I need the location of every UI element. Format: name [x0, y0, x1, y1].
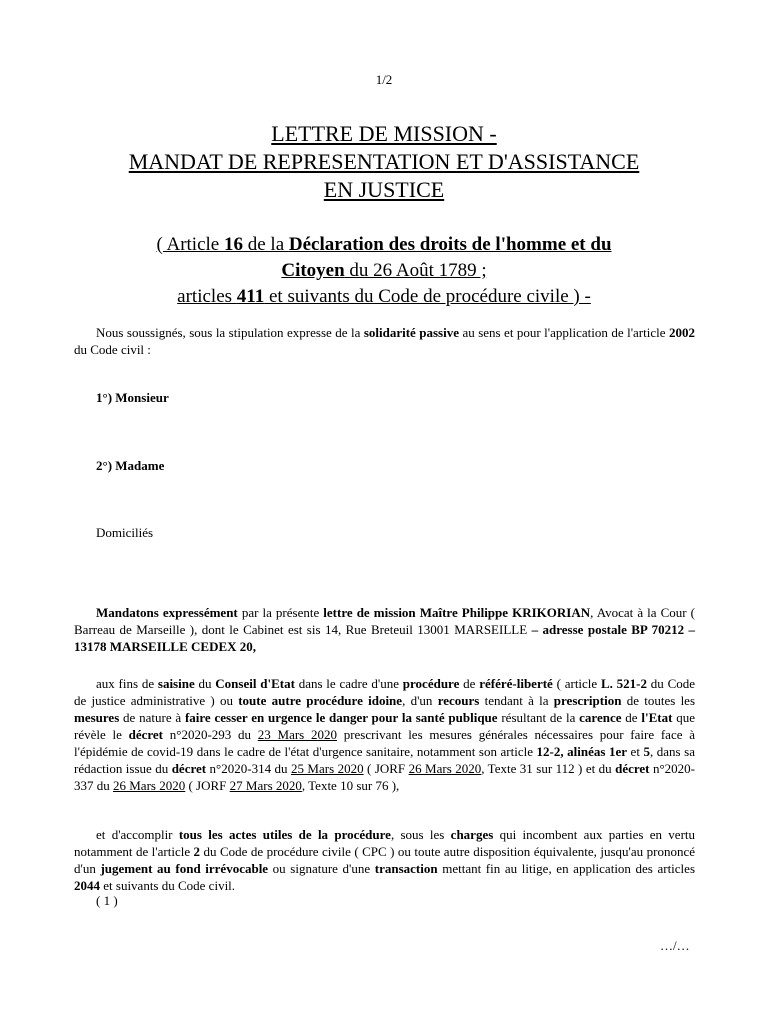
bold-text: procédure	[402, 676, 460, 691]
bold-text: toute autre procédure idoine	[238, 693, 403, 708]
text-run: , d'un	[402, 693, 438, 708]
text-run: n°2020-337 du	[74, 761, 695, 793]
bold-text: Citoyen	[281, 260, 345, 281]
text-run: par la présente	[237, 605, 324, 620]
acts-paragraph	[74, 826, 695, 894]
bold-text: charges	[450, 827, 494, 842]
subtitle-line	[90, 284, 678, 310]
text-run: aux fins de	[96, 676, 158, 691]
bold-text: Conseil d'Etat	[215, 676, 295, 691]
bold-text: Mandatons expressément	[96, 605, 238, 620]
text-run: n°2020-293 du	[163, 727, 258, 742]
bold-text: faire cesser en urgence le danger pour la santé publique	[184, 710, 498, 725]
text-run: de nature à	[119, 710, 185, 725]
text-run: mettant fin au litige, en application des articles	[437, 861, 696, 876]
text-run: ( Article	[156, 234, 224, 255]
purpose-paragraph	[74, 675, 695, 794]
text-run: , Texte 31 sur 112 ) et du	[481, 761, 616, 776]
title-line-3: EN JUSTICE	[323, 177, 445, 202]
page-number: 1/2	[375, 72, 393, 87]
bold-text: transaction	[374, 861, 438, 876]
bold-text: 2044	[74, 878, 100, 893]
bold-text: – adresse postale BP 70212 – 13178 MARSEILLE CEDEX 20,	[74, 622, 695, 654]
text-run: ( JORF	[363, 761, 409, 776]
bold-text: L. 521-2	[600, 676, 648, 691]
text-run: et	[627, 744, 644, 759]
text-run: du Code de justice administrative ) ou	[74, 676, 696, 708]
underlined-text: 26 Mars 2020	[408, 761, 482, 776]
text-run: n°2020-314 du	[206, 761, 291, 776]
text-run: et suivants du Code de procédure civile ) -	[264, 286, 591, 307]
bold-text: tous les actes utiles de la procédure	[178, 827, 391, 842]
text-run: , Texte 10 sur 76 ),	[301, 778, 400, 793]
text-run: du Code de procédure civile ( CPC ) ou toute autre disposition équivalente, jusqu'au prononcé d'un	[74, 844, 695, 876]
bold-text: jugement au fond irrévocable	[100, 861, 269, 876]
text-run: et d'accomplir	[96, 827, 179, 842]
text-run: , sous les	[390, 827, 451, 842]
subtitle-line	[90, 258, 678, 284]
party-2-label: 2°) Madame	[96, 458, 165, 473]
bold-text: référé-liberté	[479, 676, 553, 691]
text-run: Nous soussignés, sous la stipulation expresse de la	[96, 325, 364, 340]
bold-text: décret	[128, 727, 164, 742]
bold-text: recours	[437, 693, 480, 708]
text-run: ( JORF	[185, 778, 230, 793]
bold-text: décret	[615, 761, 650, 776]
text-run: ( article	[552, 676, 601, 691]
text-run: articles	[177, 286, 237, 307]
bold-text: 411	[236, 286, 265, 307]
text-run: résultant de la	[497, 710, 580, 725]
title-line-1: LETTRE DE MISSION -	[271, 121, 497, 146]
bold-text: solidarité passive	[363, 325, 459, 340]
continuation-mark: …/…	[660, 938, 690, 953]
bold-text: saisine	[157, 676, 195, 691]
title-line-2: MANDAT DE REPRESENTATION ET D'ASSISTANCE	[128, 149, 640, 174]
bold-text: 16	[223, 234, 243, 255]
mandate-paragraph	[74, 604, 695, 655]
underlined-text: 23 Mars 2020	[257, 727, 337, 742]
underlined-text: 27 Mars 2020	[229, 778, 302, 793]
bold-text: prescription	[553, 693, 622, 708]
text-run: de	[459, 676, 480, 691]
bold-text: 2	[193, 844, 201, 859]
bold-text: l'Etat	[641, 710, 673, 725]
text-run: du 26 Août 1789 ;	[344, 260, 487, 281]
text-run: au sens et pour l'application de l'article	[459, 325, 669, 340]
text-run: du Code civil :	[74, 342, 151, 357]
text-run: du	[194, 676, 216, 691]
text-run: qui incombent aux parties en vertu notamment de l'article	[74, 827, 696, 859]
underlined-text: 25 Mars 2020	[290, 761, 364, 776]
text-run: et suivants du Code civil.	[100, 878, 236, 893]
text-run: dans le cadre d'une	[294, 676, 403, 691]
document-subtitle	[90, 232, 678, 310]
document-title	[90, 120, 678, 204]
bold-text: 2002	[668, 325, 695, 340]
bold-text: lettre de mission Maître Philippe KRIKORIAN	[323, 605, 591, 620]
bold-text: décret	[171, 761, 207, 776]
domicile-label: Domiciliés	[96, 525, 154, 540]
note-marker: ( 1 )	[96, 893, 118, 908]
text-run: , Avocat à la Cour ( Barreau de Marseille ), dont le Cabinet est sis 14, Rue Breteuil 13001 MARSEILLE	[74, 605, 695, 637]
intro-paragraph	[74, 324, 695, 358]
bold-text: 5	[643, 744, 650, 759]
bold-text: 12-2, alinéas 1er	[536, 744, 628, 759]
bold-text: mesures	[74, 710, 120, 725]
text-run: prescrivant les mesures générales nécessaires pour faire face à l'épidémie de covid-19 dans le cadre de l'état d'urgence sanitaire, notamment son article	[74, 727, 696, 759]
text-run: de toutes les	[621, 693, 696, 708]
text-run: , dans sa rédaction issue du	[74, 744, 695, 776]
underlined-text: 26 Mars 2020	[113, 778, 186, 793]
text-run: ou signature d'une	[268, 861, 375, 876]
party-1-label: 1°) Monsieur	[96, 390, 169, 405]
text-run: de la	[242, 234, 289, 255]
subtitle-line	[90, 232, 678, 258]
text-run: tendant à la	[479, 693, 554, 708]
text-run: que révèle le	[74, 710, 695, 742]
bold-text: Déclaration des droits de l'homme et du	[288, 234, 612, 255]
text-run: de	[621, 710, 642, 725]
bold-text: carence	[579, 710, 622, 725]
